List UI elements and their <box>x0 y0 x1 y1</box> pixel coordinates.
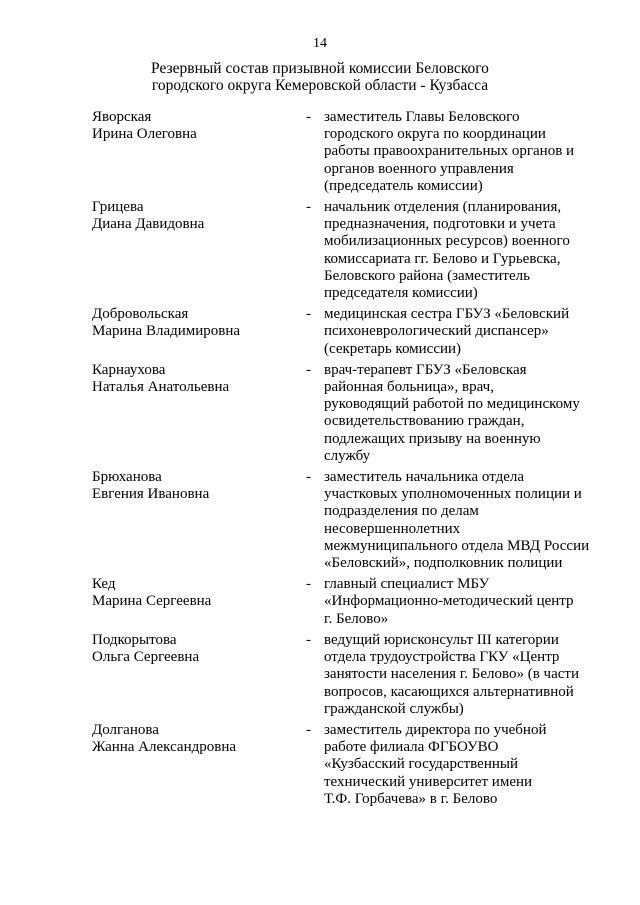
member-full-name <box>92 576 292 610</box>
member-role-line: отдела трудоустройства ГКУ «Центр <box>324 649 560 666</box>
member-role-line: службу <box>324 447 371 464</box>
member-surname: Кед <box>92 576 116 593</box>
member-role <box>324 469 614 572</box>
member-entry <box>0 722 640 808</box>
member-full-name <box>92 199 292 233</box>
member-role-line: председателя комиссии) <box>324 285 478 302</box>
member-role-line: руководящий работой по медицинскому <box>324 396 580 413</box>
member-role-line: освидетельствованию граждан, <box>324 413 525 430</box>
member-dash: - <box>306 631 311 648</box>
member-role-line: работы правоохранительных органов и <box>324 143 575 160</box>
member-role-line: вопросов, касающихся альтернативной <box>324 683 574 700</box>
member-role-line: «Информационно-методический центр <box>324 593 574 610</box>
member-dash: - <box>306 721 311 738</box>
member-dash: - <box>306 361 311 378</box>
member-role-line: технический университет имени <box>324 773 533 790</box>
heading-line-2: городского округа Кемеровской области - Кузбасса <box>151 77 489 94</box>
member-role-line: предназначения, подготовки и учета <box>324 216 556 233</box>
member-role-line: участковых уполномоченных полиции и <box>324 486 582 503</box>
member-role-line: «Кузбасский государственный <box>324 756 518 773</box>
member-role-line: несовершеннолетних <box>324 520 461 537</box>
member-role-line: Т.Ф. Горбачева» в г. Белово <box>324 790 498 807</box>
member-role-line: (секретарь комиссии) <box>324 340 462 357</box>
member-full-name <box>92 362 292 396</box>
member-full-name <box>92 469 292 503</box>
member-entry <box>0 632 640 718</box>
member-entry <box>0 199 640 302</box>
member-surname: Долганова <box>92 721 159 738</box>
member-full-name <box>92 722 292 756</box>
member-role <box>324 306 614 358</box>
member-given-names: Ольга Сергеевна <box>92 649 200 666</box>
member-given-names: Евгения Ивановна <box>92 486 210 503</box>
member-given-names: Марина Сергеевна <box>92 593 212 610</box>
member-role-line: мобилизационных ресурсов) военного <box>324 233 570 250</box>
member-given-names: Марина Владимировна <box>92 323 241 340</box>
member-role-line: заместитель начальника отдела <box>324 469 524 486</box>
member-role-line: подлежащих призыву на военную <box>324 430 541 447</box>
member-role <box>324 722 614 808</box>
member-dash: - <box>306 576 311 593</box>
member-surname: Яворская <box>92 109 152 125</box>
member-role-line: ведущий юрисконсульт III категории <box>324 631 559 648</box>
member-list <box>0 109 640 812</box>
member-surname: Карнаухова <box>92 361 166 378</box>
member-entry <box>0 362 640 465</box>
member-surname: Грицева <box>92 199 144 216</box>
member-role-line: главный специалист МБУ <box>324 576 490 593</box>
member-given-names: Наталья Анатольевна <box>92 379 230 396</box>
member-role-line: комиссариата гг. Белово и Гурьевска, <box>324 250 561 267</box>
member-given-names: Диана Давидовна <box>92 216 205 233</box>
member-role-line: начальник отделения (планирования, <box>324 199 562 216</box>
member-role <box>324 576 614 628</box>
member-role-line: подразделения по делам <box>324 503 479 520</box>
member-dash: - <box>306 199 311 216</box>
member-role <box>324 109 614 195</box>
member-dash: - <box>306 469 311 486</box>
member-role-line: г. Белово» <box>324 610 389 627</box>
member-surname: Подкорытова <box>92 631 177 648</box>
member-role-line: органов военного управления <box>324 160 514 177</box>
member-given-names: Жанна Александровна <box>92 739 237 756</box>
member-role-line: психоневрологический диспансер» <box>324 323 549 340</box>
member-role-line: межмуниципального отдела МВД России <box>324 537 590 554</box>
page-number: 14 <box>313 36 327 51</box>
heading-line-1: Резервный состав призывной комиссии Беловского <box>151 60 489 77</box>
member-role-line: городского округа по координации <box>324 126 546 143</box>
member-surname: Добровольская <box>92 306 189 323</box>
member-full-name <box>92 632 292 666</box>
member-role <box>324 632 614 718</box>
member-role-line: гражданской службы) <box>324 700 464 717</box>
member-role-line: «Беловский», подполковник полиции <box>324 555 563 572</box>
member-role-line: врач-терапевт ГБУЗ «Беловская <box>324 361 527 378</box>
member-role-line: Беловского района (заместитель <box>324 267 530 284</box>
member-full-name <box>92 306 292 340</box>
member-dash: - <box>306 109 311 125</box>
member-dash: - <box>306 306 311 323</box>
member-role-line: занятости населения г. Белово» (в части <box>324 666 579 683</box>
member-role <box>324 362 614 465</box>
member-role-line: заместитель директора по учебной <box>324 721 547 738</box>
member-role-line: районная больница», врач, <box>324 379 494 396</box>
member-role <box>324 199 614 302</box>
member-given-names: Ирина Олеговна <box>92 126 197 143</box>
member-role-line: (председатель комиссии) <box>324 177 483 194</box>
member-entry <box>0 576 640 628</box>
member-surname: Брюханова <box>92 469 162 486</box>
member-role-line: медицинская сестра ГБУЗ «Беловский <box>324 306 570 323</box>
document-heading <box>0 60 640 94</box>
member-full-name <box>92 109 292 143</box>
member-entry <box>0 306 640 358</box>
member-entry <box>0 469 640 572</box>
member-role-line: работе филиала ФГБОУВО <box>324 739 499 756</box>
member-entry <box>0 109 640 195</box>
member-role-line: заместитель Главы Беловского <box>324 109 520 125</box>
